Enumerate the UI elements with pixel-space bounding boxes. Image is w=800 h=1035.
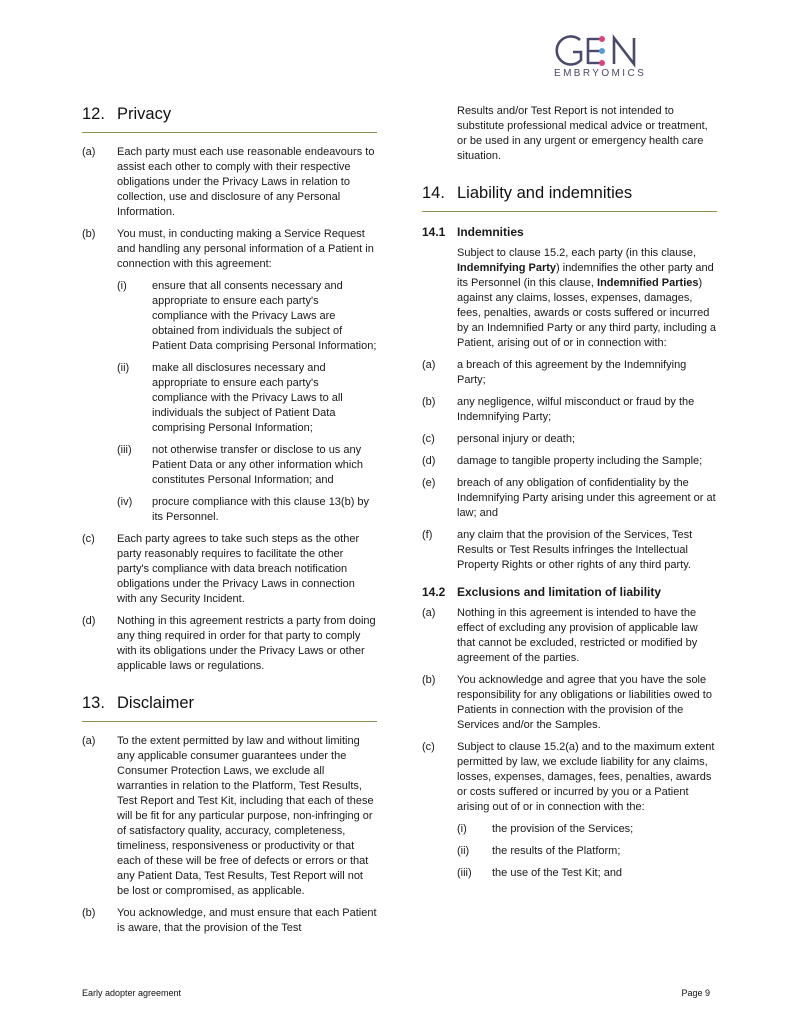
clause-text: not otherwise transfer or disclose to us any Patient Data or any other information which constitutes Personal Information; and (152, 444, 363, 486)
section-number: 13. (82, 694, 105, 712)
clause-label: (b) (422, 396, 436, 408)
clause-text: procure compliance with this clause 13(b) by its Personnel. (152, 496, 370, 523)
intro-text: ) against any claims, losses, expenses, damages, fees, penalties, awards or costs suffered or incurred by an Indemnified Party or any third party, including a Patient, arising out of or in connection with: (457, 277, 717, 349)
clause-label: (d) (422, 455, 436, 467)
clause-text: You must, in conducting making a Service Request and handling any personal information of a Patient in connection with this agreement: (117, 228, 374, 270)
section-14-heading (422, 183, 717, 212)
clause-label: (a) (422, 359, 436, 371)
section-title: Disclaimer (117, 694, 195, 712)
clause-label: (ii) (117, 362, 130, 374)
clause-text: personal injury or death; (457, 433, 576, 445)
clause-label: (c) (82, 533, 95, 545)
clause-12b (82, 227, 377, 272)
clause-14-2c-iii (422, 866, 717, 881)
clause-14-1-intro (422, 246, 717, 351)
clause-13a (82, 734, 377, 899)
defined-term: Indemnifying Party (457, 262, 557, 274)
clause-label: (e) (422, 477, 436, 489)
clause-label: (iv) (117, 496, 133, 508)
clause-text: damage to tangible property including the Sample; (457, 455, 703, 467)
clause-label: (a) (82, 146, 96, 158)
clause-12c (82, 532, 377, 607)
section-12-heading (82, 104, 377, 133)
right-column (422, 104, 717, 888)
clause-text: You acknowledge, and must ensure that each Patient is aware, that the provision of the Test (117, 907, 377, 934)
clause-label: (c) (422, 433, 435, 445)
clause-text: any negligence, wilful misconduct or fraud by the Indemnifying Party; (457, 396, 695, 423)
subsection-title: Indemnities (457, 225, 524, 239)
clause-14-2c (422, 740, 717, 815)
clause-14-1a (422, 358, 717, 388)
clause-14-1e (422, 476, 717, 521)
clause-13b (82, 906, 377, 936)
clause-text: the results of the Platform; (492, 845, 621, 857)
section-title: Liability and indemnities (457, 184, 633, 202)
clause-text: the provision of the Services; (492, 823, 634, 835)
clause-text: make all disclosures necessary and appropriate to ensure each party's compliance with the Privacy Laws to all individuals the subject of Patient Data comprising Personal Information; (152, 362, 343, 434)
clause-text: To the extent permitted by law and without limiting any applicable consumer guarantees under the Consumer Protection Laws, we exclude all warranties in relation to the Platform, Test Results, Test Report and Test Kit, including that each of these will be fit for any particular purpose, non-infringing or of satisfactory quality, accuracy, completeness, timeliness, responsiveness or productivity or that each of these will be free of defects or errors or that any Patient Data, Test Results, Test Report will not be lost or compromised, as applicable. (117, 735, 374, 897)
section-number: 12. (82, 105, 105, 123)
clause-label: (d) (82, 615, 96, 627)
clause-label: (b) (422, 674, 436, 686)
clause-text: Each party must each use reasonable endeavours to assist each other to comply with their respective obligations under the Privacy Laws in relation to collection, use and disclosure of any Personal Information. (117, 146, 375, 218)
clause-12d (82, 614, 377, 674)
clause-13b-continued: Results and/or Test Report is not intended to substitute professional medical advice or treatment, or be used in any urgent or emergency health care situation. (457, 105, 708, 162)
clause-label: (iii) (117, 444, 132, 456)
section-title: Privacy (117, 105, 172, 123)
clause-text: Each party agrees to take such steps as the other party reasonably requires to facilitate the other party's compliance with data breach notification obligations under the Privacy Laws in connection with any Security Incident. (117, 533, 360, 605)
clause-label: (i) (457, 823, 467, 835)
clause-12b-iii (82, 443, 377, 488)
clause-12b-iv (82, 495, 377, 525)
subsection-number: 14.1 (422, 225, 446, 239)
clause-label: (a) (422, 607, 436, 619)
gen-logo-mark (554, 34, 644, 68)
defined-term: Indemnified Parties (597, 277, 699, 289)
clause-text: Subject to clause 15.2(a) and to the maximum extent permitted by law, we exclude liability for any claims, losses, expenses, damages, fees, penalties, awards or costs suffered or incurred by you or a Patient arising out of or in connection with the: (457, 741, 715, 813)
clause-12b-i (82, 279, 377, 354)
clause-text: breach of any obligation of confidentiality by the Indemnifying Party arising under this agreement or at law; and (457, 477, 716, 519)
clause-label: (c) (422, 741, 435, 753)
clause-14-1f (422, 528, 717, 573)
footer-document-title: Early adopter agreement (82, 988, 182, 998)
clause-14-2b (422, 673, 717, 733)
clause-label: (b) (82, 228, 96, 240)
clause-14-2a (422, 606, 717, 666)
clause-14-2c-i (422, 822, 717, 837)
clause-14-1c (422, 432, 717, 447)
subsection-number: 14.2 (422, 585, 446, 599)
left-column (82, 104, 377, 943)
clause-text: the use of the Test Kit; and (492, 867, 623, 879)
clause-label: (ii) (457, 845, 470, 857)
subsection-14-1-heading (422, 224, 717, 240)
logo-subtitle: EMBRYOMICS (554, 68, 647, 79)
clause-text: ensure that all consents necessary and appropriate to ensure each party's compliance with the Privacy Laws are obtained from individuals the subject of Patient Data comprising Personal Information; (152, 280, 377, 352)
subsection-title: Exclusions and limitation of liability (457, 585, 662, 599)
clause-12b-ii (82, 361, 377, 436)
clause-14-1d (422, 454, 717, 469)
clause-14-2c-ii (422, 844, 717, 859)
section-number: 14. (422, 184, 445, 202)
clause-label: (iii) (457, 867, 472, 879)
clause-label: (a) (82, 735, 96, 747)
clause-label: (i) (117, 280, 127, 292)
intro-text: ) indemnifies the other party and its Personnel (in this clause, (457, 262, 714, 289)
intro-text: Subject to clause 15.2, each party (in this clause, (457, 247, 697, 259)
footer-page-number: Page 9 (681, 988, 710, 998)
clause-text: Nothing in this agreement is intended to have the effect of excluding any provision of applicable law that cannot be excluded, restricted or modified by agreement of the parties. (457, 607, 698, 664)
clause-text: Nothing in this agreement restricts a party from doing any thing required in order for that party to comply with its obligations under the Privacy Laws or other applicable laws or regulations. (117, 615, 376, 672)
section-13-heading (82, 693, 377, 722)
clause-14-1b (422, 395, 717, 425)
clause-text: any claim that the provision of the Services, Test Results or Test Results infringes the Intellectual Property Rights or other rights of any third party. (457, 529, 693, 571)
clause-label: (f) (422, 529, 433, 541)
clause-text: a breach of this agreement by the Indemnifying Party; (457, 359, 687, 386)
subsection-14-2-heading (422, 584, 717, 600)
clause-text: You acknowledge and agree that you have the sole responsibility for any obligations or liabilities owed to Patients in connection with the provision of the Services and/or the Samples. (457, 674, 712, 731)
clause-label: (b) (82, 907, 96, 919)
company-logo (552, 34, 662, 82)
clause-12a (82, 145, 377, 220)
